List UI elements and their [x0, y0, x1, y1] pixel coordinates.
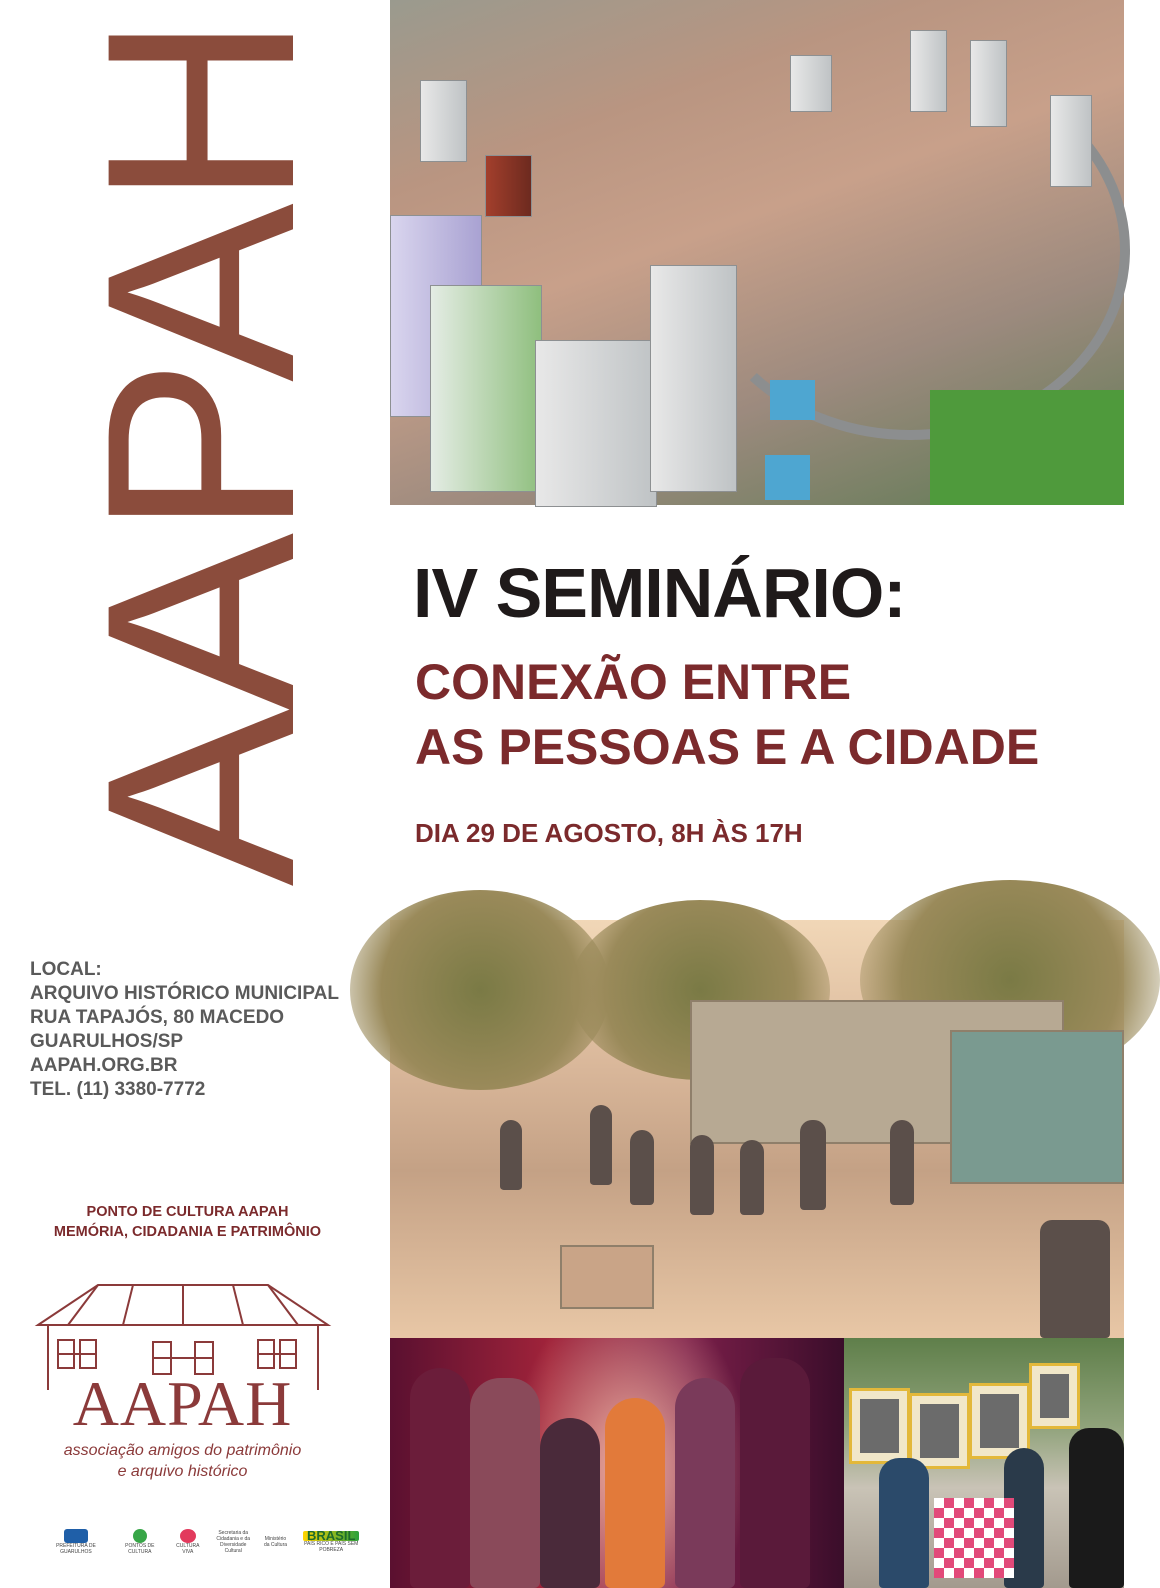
sponsor-label: Secretaria da Cidadania e da Diversidade Cultural	[216, 1530, 251, 1554]
sponsor-pontos	[117, 1529, 163, 1555]
venue-line: RUA TAPAJÓS, 80 MACEDO	[30, 1007, 285, 1028]
sponsor-label: PAÍS RICO É PAÍS SEM POBREZA	[304, 1541, 359, 1553]
photo-person	[690, 1135, 714, 1215]
logo-tagline-line: associação amigos do patrimônio	[63, 1442, 302, 1459]
sponsor-label: CULTURA VIVA	[176, 1543, 200, 1555]
ponto-line: MEMÓRIA, CIDADANIA E PATRIMÔNIO	[53, 1224, 322, 1240]
pontos-logo-icon	[133, 1529, 147, 1543]
photo-actor	[740, 1358, 810, 1588]
photo-person	[590, 1105, 612, 1185]
photo-pool	[770, 380, 815, 420]
sponsor-cultura-viva	[173, 1529, 203, 1555]
vertical-title	[50, 0, 350, 900]
venue-website: AAPAH.ORG.BR	[30, 1055, 178, 1076]
photo-building	[420, 80, 467, 162]
photo-actor	[410, 1368, 470, 1588]
ponto-line: PONTO DE CULTURA AAPAH	[86, 1204, 289, 1220]
logo-tagline-line: e arquivo histórico	[117, 1463, 248, 1480]
cultura-viva-logo-icon	[180, 1529, 196, 1543]
prefeitura-logo-icon	[64, 1529, 88, 1543]
sponsor-brasil	[297, 1528, 365, 1553]
city-aerial-photo	[390, 0, 1124, 505]
exhibition-photo	[844, 1338, 1124, 1588]
venue-line: ARQUIVO HISTÓRICO MUNICIPAL	[30, 983, 339, 1004]
photo-person	[1040, 1220, 1110, 1338]
event-date: DIA 29 DE AGOSTO, 8H ÀS 17H	[415, 818, 803, 848]
photo-building	[910, 30, 947, 112]
logo-name: AAPAH	[72, 1368, 293, 1439]
venue-phone: TEL. (11) 3380-7772	[30, 1079, 206, 1100]
photo-building	[970, 40, 1007, 127]
photo-frame	[849, 1388, 910, 1464]
photo-person	[879, 1458, 929, 1588]
photo-person	[630, 1130, 654, 1205]
photo-person	[1069, 1428, 1124, 1588]
photo-actor	[605, 1398, 665, 1588]
sponsor-label: PREFEITURA DE GUARULHOS	[56, 1543, 96, 1555]
photo-building	[1050, 95, 1092, 187]
event-subtitle-line: AS PESSOAS E A CIDADE	[415, 719, 1040, 775]
photo-building	[485, 155, 532, 217]
event-title: IV SEMINÁRIO:	[413, 554, 906, 632]
sponsor-label: PONTOS DE CULTURA	[125, 1543, 155, 1555]
photo-person	[800, 1120, 826, 1210]
event-subtitle-line: CONEXÃO ENTRE	[415, 654, 852, 710]
sponsor-logos	[45, 1525, 365, 1559]
photo-frame	[1029, 1363, 1080, 1429]
photo-container	[950, 1030, 1124, 1184]
sponsor-secretaria	[213, 1530, 254, 1554]
photo-green-area	[930, 390, 1124, 505]
sponsor-prefeitura	[45, 1529, 107, 1555]
photo-bench	[560, 1245, 654, 1309]
photo-actor	[470, 1378, 540, 1588]
vertical-title-text: AAPAH	[50, 17, 350, 887]
photo-person	[890, 1120, 914, 1205]
theatre-photo	[390, 1338, 844, 1588]
ponto-de-cultura	[0, 1202, 375, 1242]
brasil-logo: BRASIL	[303, 1531, 359, 1541]
sponsor-minc	[264, 1536, 288, 1548]
photo-actor	[540, 1418, 600, 1588]
photo-quilt	[934, 1498, 1014, 1578]
photo-building	[790, 55, 832, 112]
photo-frame	[909, 1393, 970, 1469]
venue-info	[30, 958, 339, 1102]
photo-person	[500, 1120, 522, 1190]
venue-line: GUARULHOS/SP	[30, 1031, 184, 1052]
photo-building	[650, 265, 737, 492]
photo-person	[740, 1140, 764, 1215]
sponsor-label: Ministério da Cultura	[263, 1536, 288, 1548]
photo-building	[535, 340, 657, 507]
photo-building	[430, 285, 542, 492]
event-photo	[390, 920, 1124, 1338]
event-subtitle	[415, 650, 1039, 780]
photo-pool	[765, 455, 810, 500]
photo-actor	[675, 1378, 735, 1588]
logo-tagline	[0, 1440, 365, 1482]
venue-label: LOCAL:	[30, 959, 102, 980]
